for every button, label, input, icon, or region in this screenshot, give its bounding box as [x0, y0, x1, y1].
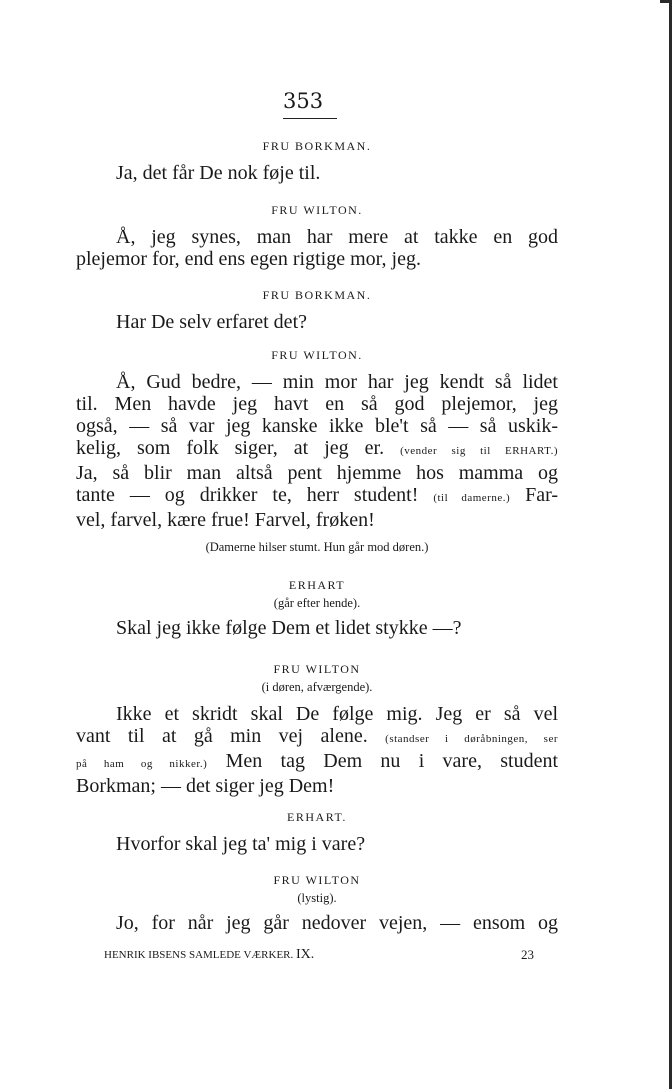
page-number-rule — [283, 118, 337, 119]
speech-line: Har De selv erfaret det? — [116, 311, 307, 333]
speech-line — [76, 725, 558, 750]
speech-line: Å, Gud bedre, — min mor har jeg kendt så lidet — [116, 371, 558, 393]
stage-direction: (standser i døråbningen, ser — [385, 733, 559, 745]
stage-direction: (vender sig til ERHART.) — [400, 445, 558, 457]
stage-direction: på ham og nikker.) — [76, 758, 208, 770]
speaker-name: ERHART — [288, 578, 346, 592]
page-number: 353 — [283, 89, 324, 113]
speech-line — [76, 750, 558, 775]
footer-signature: 23 — [521, 947, 534, 962]
footer-volume: IX. — [296, 947, 315, 962]
dialogue-entry — [76, 348, 558, 531]
speech-line: vel, farvel, kære frue! Farvel, frøken! — [76, 509, 375, 531]
speech-line: Ja, så blir man altså pent hjemme hos mamma og — [76, 462, 558, 484]
speech-line: til. Men havde jeg havt en så god plejemor, jeg — [76, 393, 558, 415]
speaker-name: FRU WILTON — [273, 662, 361, 676]
speaker-name: ERHART. — [287, 810, 347, 824]
speech-line: Borkman; — det siger jeg Dem! — [76, 775, 335, 797]
stage-direction: (i døren, afværgende). — [261, 680, 373, 694]
speaker-name: FRU WILTON. — [271, 348, 363, 362]
stage-direction-block — [76, 540, 558, 555]
speaker-name: FRU BORKMAN. — [262, 139, 372, 153]
speech-line: Jo, for når jeg går nedover vejen, — ensom og — [116, 912, 558, 934]
speech-line: også, — så var jeg kanske ikke ble't så — så uskik- — [76, 415, 558, 437]
dialogue-entry — [76, 203, 558, 270]
dialogue-entry — [76, 578, 558, 639]
footer — [104, 947, 534, 963]
dialogue-entry — [76, 139, 558, 184]
speaker-name: FRU WILTON. — [271, 203, 363, 217]
stage-direction: (Damerne hilser stumt. Hun går mod døren.) — [205, 540, 429, 554]
page-edge-corner — [660, 0, 672, 3]
speaker-name: FRU BORKMAN. — [262, 288, 372, 302]
speech-text: Men tag Dem nu i vare, student — [225, 750, 559, 772]
stage-direction: (lystig). — [297, 891, 337, 905]
dialogue-entry — [76, 810, 558, 855]
stage-direction: (til damerne.) — [433, 492, 511, 504]
footer-title: HENRIK IBSENS SAMLEDE VÆRKER. — [104, 949, 294, 961]
speech-line — [76, 437, 558, 462]
speech-line: plejemor for, end ens egen rigtige mor, jeg. — [76, 248, 421, 270]
speaker-name: FRU WILTON — [273, 873, 361, 887]
speech-line — [76, 484, 558, 509]
speech-line: Ikke et skridt skal De følge mig. Jeg er så vel — [116, 703, 558, 725]
speech-text: kelig, som folk siger, at jeg er. — [76, 437, 385, 459]
speech-line: Skal jeg ikke følge Dem et lidet stykke —? — [116, 617, 462, 639]
speech-line: Ja, det får De nok føje til. — [116, 162, 321, 184]
speech-text: vant til at gå min vej alene. — [76, 725, 368, 747]
stage-direction: (går efter hende). — [273, 596, 361, 610]
dialogue-entry — [76, 662, 558, 797]
speech-line: Å, jeg synes, man har mere at takke en god — [116, 226, 558, 248]
speech-line: Hvorfor skal jeg ta' mig i vare? — [116, 833, 366, 855]
dialogue-entry — [76, 873, 558, 934]
speech-text: tante — og drikker te, herr student! — [76, 484, 419, 506]
speech-text: Far- — [525, 484, 559, 506]
dialogue-entry — [76, 288, 558, 333]
